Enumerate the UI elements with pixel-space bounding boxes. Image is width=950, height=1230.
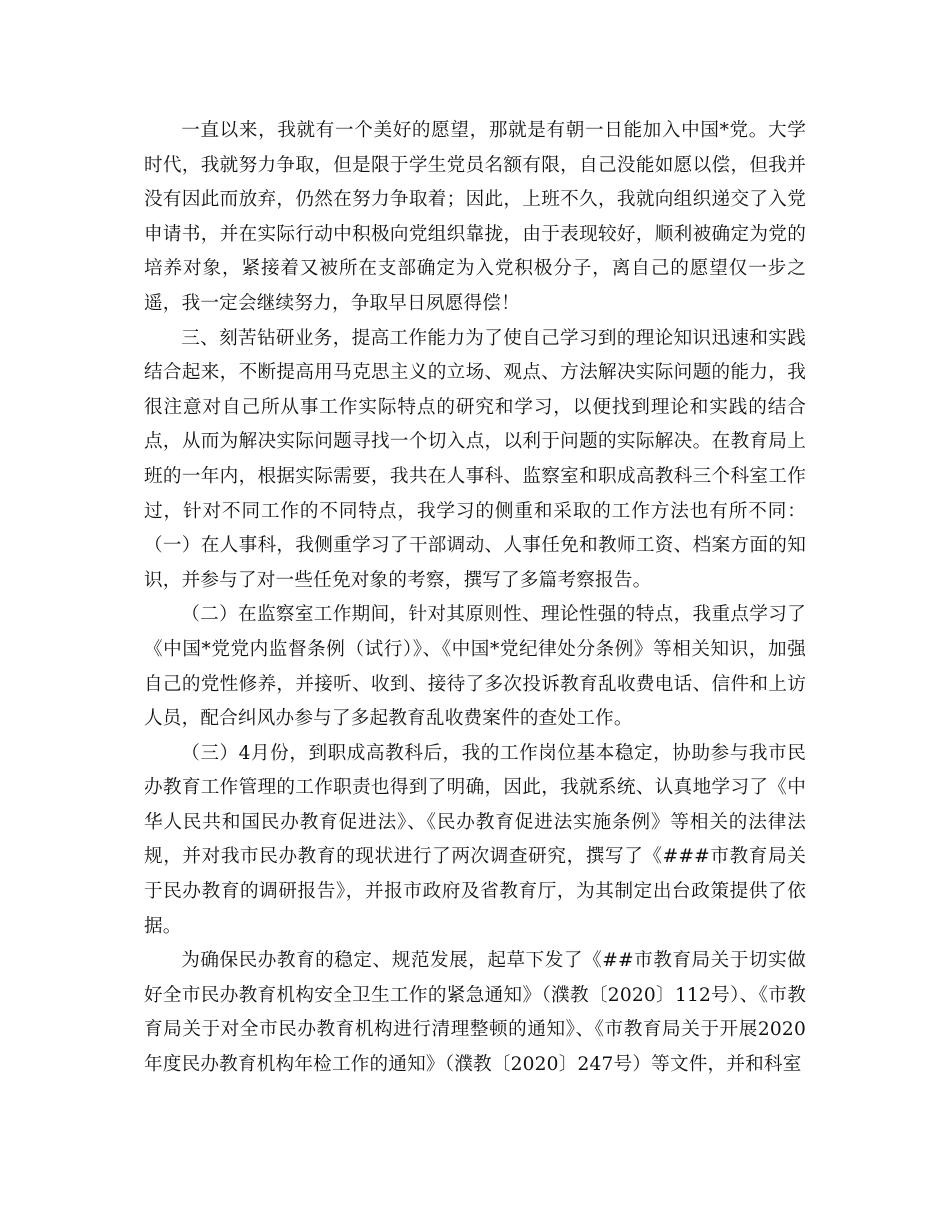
paragraph-vocational-education: （三）4月份，到职成高教科后，我的工作岗位基本稳定，协助参与我市民办教育工作管理的工作职责也得到了明确，因此，我就系统、认真地学习了《中华人民共和国民办教育促进法》、《民办教育促进法实施条例》等相关的法律法规，并对我市民办教育的现状进行了两次调查研究，撰写了《###市教育局关于民办教育的调研报告》，并报市政府及省教育厅，为其制定出台政策提供了依据。 <box>144 742 806 937</box>
document-page <box>144 114 806 1083</box>
paragraph-party-aspiration: 一直以来，我就有一个美好的愿望，那就是有朝一日能加入中国*党。大学时代，我就努力争取，但是限于学生党员名额有限，自己没能如愿以偿，但我并没有因此而放弃，仍然在努力争取着；因此，上班不久，我就向组织递交了入党申请书，并在实际行动中积极向党组织靠拢，由于表现较好，顺利被确定为党的培养对象，紧接着又被所在支部确定为入党积极分子，离自己的愿望仅一步之遥，我一定会继续努力，争取早日夙愿得偿！ <box>144 120 806 314</box>
paragraph-supervision-office: （二）在监察室工作期间，针对其原则性、理论性强的特点，我重点学习了《中国*党党内监督条例（试行）》、《中国*党纪律处分条例》等相关知识，加强自己的党性修养，并接听、收到、接待了多次投诉教育乱收费电话、信件和上访人员，配合纠风办参与了多起教育乱收费案件的查处工作。 <box>144 604 806 730</box>
paragraph-private-education: 为确保民办教育的稳定、规范发展，起草下发了《##市教育局关于切实做好全市民办教育机构安全卫生工作的紧急通知》（濮教〔2020〕112号）、《市教育局关于对全市民办教育机构进行清理整顿的通知》、《市教育局关于开展2020年度民办教育机构年检工作的通知》（濮教〔2020〕247号）等文件，并和科室 <box>144 950 806 1076</box>
paragraph-study-work: 三、刻苦钻研业务，提高工作能力为了使自己学习到的理论知识迅速和实践结合起来，不断提高用马克思主义的立场、观点、方法解决实际问题的能力，我很注意对自己所从事工作实际特点的研究和学习，以便找到理论和实践的结合点，从而为解决实际问题寻找一个切入点，以利于问题的实际解决。在教育局上班的一年内，根据实际需要，我共在人事科、监察室和职成高教科三个科室工作过，针对不同工作的不同特点，我学习的侧重和采取的工作方法也有所不同：（一）在人事科，我侧重学习了干部调动、人事任免和教师工资、档案方面的知识，并参与了对一些任免对象的考察，撰写了多篇考察报告。 <box>144 327 806 591</box>
